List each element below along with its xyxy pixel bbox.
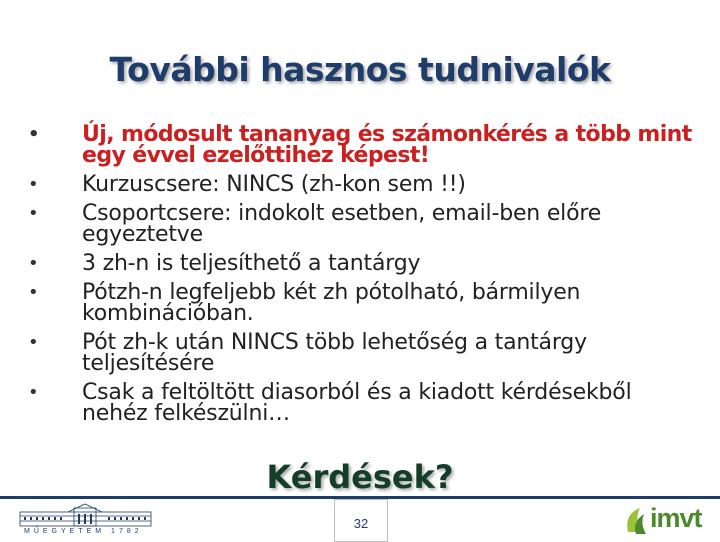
questions-heading: Kérdések? <box>266 458 454 496</box>
bullet-dot: • <box>28 203 39 224</box>
university-logo-caption: MŰEGYETEM 1782 <box>24 528 143 535</box>
bullet-item <box>28 382 698 424</box>
bullet-dot: • <box>28 253 39 274</box>
bullet-text: Pót zh-k után NINCS több lehetőség a tantárgy teljesítésére <box>82 330 587 376</box>
bullet-dot: • <box>28 124 39 145</box>
bullet-item <box>28 203 698 245</box>
bullet-dot: • <box>28 174 39 195</box>
bullet-item <box>28 282 698 324</box>
bullet-list <box>28 124 698 432</box>
page-number: 32 <box>353 516 369 531</box>
bullet-text: Pótzh-n legfeljebb két zh pótolható, bármilyen kombinációban. <box>82 280 581 326</box>
slide-title: További hasznos tudnivalók <box>109 50 611 89</box>
bullet-text: Kurzuscsere: NINCS (zh-kon sem !!) <box>82 172 466 197</box>
bullet-item <box>28 332 698 374</box>
page-number-box <box>334 499 388 542</box>
bullet-item <box>28 174 698 195</box>
bullet-text: Csoportcsere: indokolt esetben, email-ben előre egyeztetve <box>82 201 602 247</box>
bullet-item <box>28 124 698 166</box>
bullet-text: 3 zh-n is teljesíthető a tantárgy <box>82 251 421 276</box>
imvt-logo-text: imvt <box>650 503 702 533</box>
bullet-text: Új, módosult tananyag és számonkérés a több mint egy évvel ezelőttihez képest! <box>82 122 692 168</box>
bullet-dot: • <box>28 382 39 403</box>
bullet-dot: • <box>28 332 39 353</box>
bullet-text: Csak a feltöltött diasorból és a kiadott kérdésekből nehéz felkészülni… <box>82 380 632 426</box>
bullet-dot: • <box>28 282 39 303</box>
bullet-item <box>28 253 698 274</box>
